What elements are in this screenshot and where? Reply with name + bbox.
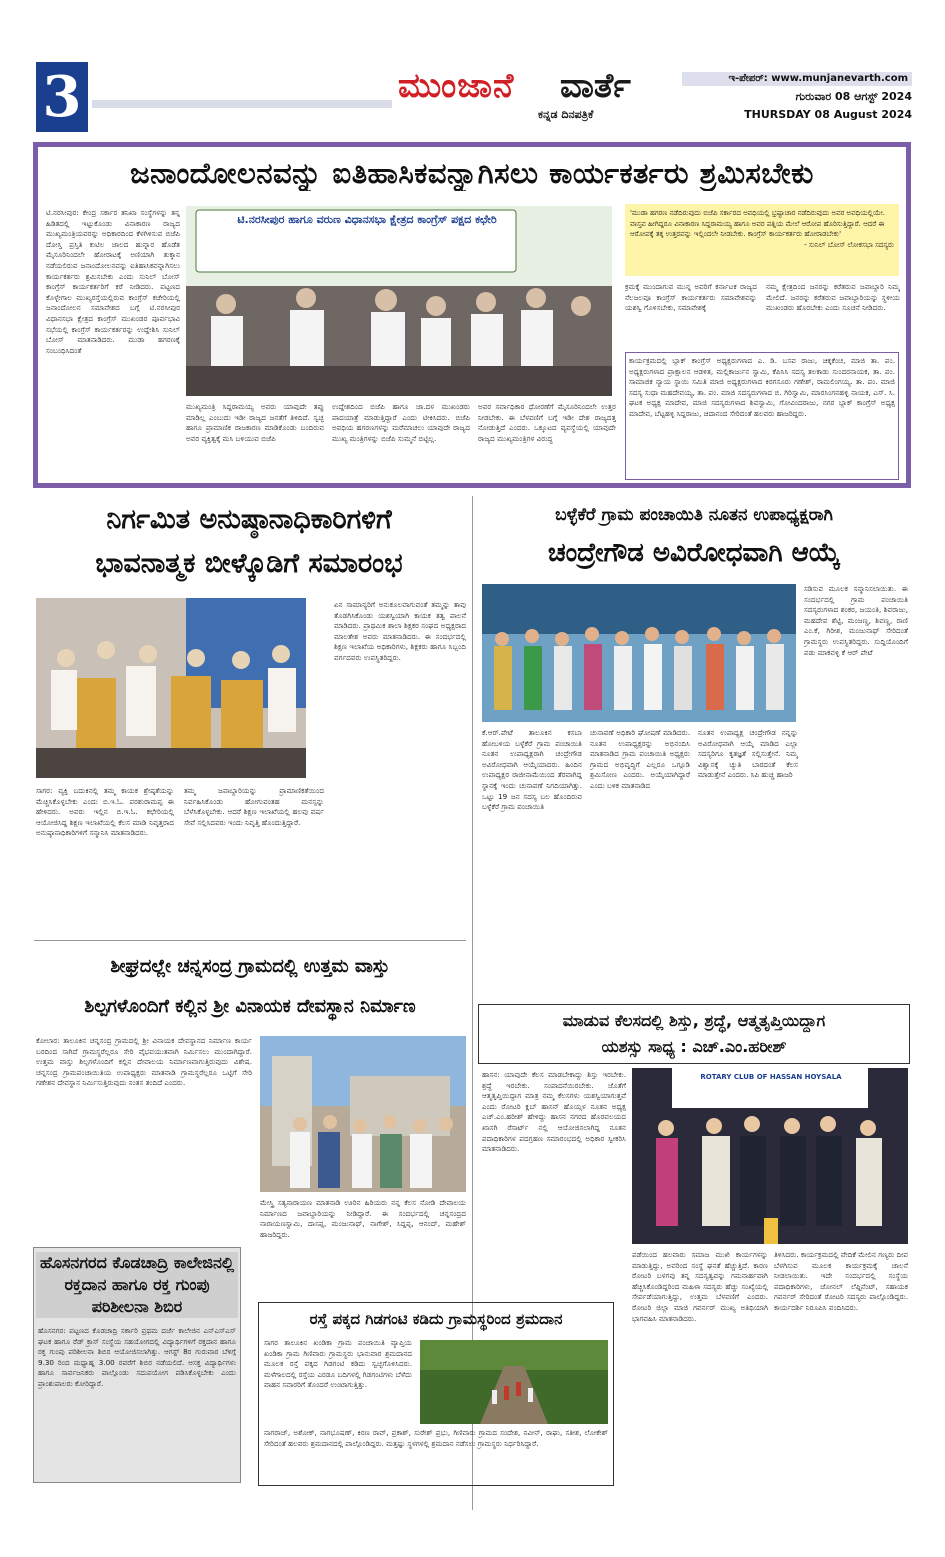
logo-word-varthe: ವಾರ್ತೆ (560, 66, 631, 106)
logo-word-munjane: ಮುಂಜಾನೆ (398, 66, 515, 106)
top-story-col2: ಮುಖ್ಯಮಂತ್ರಿ ಸಿದ್ದರಾಮಯ್ಯ ಅವರು ಯಾವುದೇ ತಪ್ಪು ಮಾಡಿಲ್ಲ ಎಂಬುದು ಇಡೀ ರಾಜ್ಯದ ಜನತೆಗೆ ತಿಳಿದಿದೆ. ಸ್ವಚ್ಛ ಹಾಗೂ ಪ್ರಾಮಾಣಿಕ ರಾಜಕಾರಣ ಮಾಡಿಕೊಂಡು ಬಂದಿರುವ ಅವರ ವ್ಯಕ್ತಿತ್ವಕ್ಕೆ ಮಸಿ ಬಳಿಯುವ ಬಿಜೆಪಿ (186, 402, 324, 443)
harish-photo[interactable] (632, 1068, 908, 1244)
harish-headline-line2[interactable]: ಯಶಸ್ಸು ಸಾಧ್ಯ : ಎಚ್.ಎಂ.ಹರೀಶ್ (601, 1037, 787, 1056)
temple-headline-line1[interactable]: ಶೀಘ್ರದಲ್ಲೇ ಚನ್ನಸಂದ್ರ ಗ್ರಾಮದಲ್ಲಿ ಉತ್ತಮ ವಾಸ್ತು (110, 956, 390, 977)
ballekere-headline-line1[interactable]: ಬಳ್ಳೆಕೆರೆ ಗ್ರಾಮ ಪಂಚಾಯಿತಿ ನೂತನ ಉಪಾಧ್ಯಕ್ಷರಾಗಿ (555, 505, 833, 525)
top-story-quote-attribution: - ಸುನಿಲ್ ಬೋಸ್ ಲೋಕಸಭಾ ಸದಸ್ಯರು (804, 240, 894, 249)
harish-col3: ತಿಳಿಸಿದರು. ಕಾರ್ಯಕ್ರಮದಲ್ಲಿ ವೇದಿಕೆ ಮೇಲಿನ ಗಣ್ಯರು ದೀಪ ಬೆಳಗಿಸುವ ಮೂಲಕ ಕಾರ್ಯಕ್ರಮಕ್ಕೆ ಚಾಲನೆ ನೀಡಲಾಯಿತು. ಇದೇ ಸಂದರ್ಭದಲ್ಲಿ ಸಂಸ್ಥೆಯ ಪದಾಧಿಕಾರಿಗಳು, ಜೋನಲ್ ಲೆಫ್ಟಿನೆಂಟ್, ಸಹಾಯಕ ಗವರ್ನರ್ ಸೇರಿದಂತೆ ರೋಟರಿ ಸದಸ್ಯರು ಪಾಲ್ಗೊಂಡಿದ್ದರು. ಕಾರ್ಯದರ್ಶಿ ನಿರೂಪಿಸಿ ವಂದಿಸಿದರು. (774, 1250, 908, 1312)
road-story-col2: ನಾಗರಾಜ್, ಅಶೋಕ್, ನಾಗಭೂಷಣ್, ಕಿರಣ ರಾವ್, ಪ್ರಕಾಶ್, ಸುರೇಶ್ ಪ್ರಭು, ಗಿಣಿವಾರು ಗ್ರಾಮದ ಸಂದೇಶ, ನವೀನ್, ರಾಘು, ಸತೀಶ, ಲೋಕೇಶ್ ಸೇರಿದಂತೆ ಹಲವರು ಶ್ರಮದಾನದಲ್ಲಿ ಪಾಲ್ಗೊಂಡಿದ್ದರು. ಮತ್ತಷ್ಟು ಸ್ಥಳಗಳಲ್ಲಿ ಶ್ರಮದಾನ ನಡೆಸಲು ಗ್ರಾಮಸ್ಥರು ನಿರ್ಧರಿಸಿದ್ದಾರೆ. (264, 1428, 608, 1448)
harish-col1: ಹಾಸನ: ಯಾವುದೇ ಕೆಲಸ ಮಾಡಬೇಕಾದ್ದು ಶಿಸ್ತು ಇರಬೇಕು. ಶ್ರದ್ಧೆ ಇರಬೇಕು. ಸಂಪಾದನೆಯಿರಬೇಕು. ಜೊತೆಗೆ ಆತ್ಮತೃಪ್ತಿಯಿದ್ದಾಗ ಮಾತ್ರ ನಮ್ಮ ಕೆಲಸಗಳು ಯಶಸ್ವಿಯಾಗುತ್ತವೆ ಎಂದು ರೋಟರಿ ಕ್ಲಬ್ ಹಾಸನ್ ಹೊಯ್ಸಳ ನೂತನ ಅಧ್ಯಕ್ಷ ಎಚ್.ಎಂ.ಹರೀಶ್ ಹೇಳಿದ್ದು ಹಾಸನ ನಗರದ ಹೊರವಲಯದ ಖಾಸಗಿ ರೆಸಾರ್ಟ್ ನಲ್ಲಿ ಆಯೋಜಿಸಲಾಗಿದ್ದ ನೂತನ ಪದಾಧಿಕಾರಿಗಳ ಪದಗ್ರಹಣ ಸಮಾರಂಭದಲ್ಲಿ ಅಧಿಕಾರ ಸ್ವೀಕರಿಸಿ ಮಾತನಾಡಿದರು. (482, 1070, 626, 1154)
top-story-col6: ನಮ್ಮ ಕ್ಷೇತ್ರದಿಂದ ಜನರನ್ನು ಕರೆತರುವ ಜವಾಬ್ದಾರಿ ನಿಮ್ಮ ಮೇಲಿದೆ. ಜನರನ್ನು ಕರೆತರುವ ಜವಾಬ್ದಾರಿಯನ್ನು ಸ್ಥಳೀಯ ಮುಖಂಡರು ಹೊರಬೇಕು ಎಂದು ಸೂಚನೆ ನೀಡಿದರು. (766, 282, 900, 313)
road-story-photo[interactable] (420, 1340, 608, 1424)
award-photo[interactable] (36, 598, 306, 778)
top-story-col1: ಟಿ.ನರಸೀಪುರ: ಕೇಂದ್ರ ಸರ್ಕಾರ ತನಿಖಾ ಸಂಸ್ಥೆಗಳನ್ನು ತನ್ನ ಹಿಡಿತದಲ್ಲಿ ಇಟ್ಟುಕೊಂಡು ವಿನಾಕಾರಣ ರಾಜ್ಯದ ಮುಖ್ಯಮಂತ್ರಿಯವರನ್ನು ಅಧಿಕಾರದಿಂದ ಕೆಳಗಿಳಿಸುವ ಬಿಜೆಪಿ ದೋಸ್ತಿ ಪ್ರಸ್ತಿತಿ ಕುಟಿಲ ಜಾಲದ ಹುನ್ನಾರ ಹೊಡೆತ ಮೈಸೂರಿನಿಂದಲೇ ಹೋರಾಟಕ್ಕೆ ಅಣಿಯಾಗಿ ತುಕ್ಕಾನ ನಡೆಯಲಿರುವ ಜನಾಂದೋಲನವನ್ನು ಐತಿಹಾಸಿಕವನ್ನಾಗಿಸಲು ಕಾರ್ಯಕರ್ತರು ಶ್ರಮಿಸಬೇಕು ಎಂದು ಸುನಿಲ್ ಬೋಸ್ ಕಾಂಗ್ರೆಸ್ ಕಾರ್ಯಕರ್ತರಿಗೆ ಕರೆ ನೀಡಿದರು. ಪಟ್ಟಣದ ಕೊಳ್ಳೇಗಾಲ ಮುಖ್ಯರಸ್ತೆಯಲ್ಲಿರುವ ಕಾಂಗ್ರೆಸ್ ಕಚೇರಿಯಲ್ಲಿ ಜನಾಂದೋಲನ ಸಮಾವೇಶದ ಬಗ್ಗೆ ಟಿ.ನರಸೀಪುರ ವಿಧಾನಸಭಾ ಕ್ಷೇತ್ರದ ಕಾಂಗ್ರೆಸ್ ಮುಖಂಡರ ಪೂರ್ವಭಾವಿ ಸಭೆಯಲ್ಲಿ ಕಾಂಗ್ರೆಸ್ ಕಾರ್ಯಕರ್ತರನ್ನು ಉದ್ದೇಶಿಸಿ ಸುನಿಲ್ ಬೋಸ್ ಮಾತನಾಡಿದರು. ಮುಡಾ ಹಗರಣಕ್ಕೆ ಸಂಬಂಧಿಸಿದಂತೆ (46, 208, 180, 355)
top-story-quote (625, 204, 899, 276)
award-headline-line2[interactable]: ಭಾವನಾತ್ಮಕ ಬೀಳ್ಕೊಡಿಗೆ ಸಮಾರಂಭ (95, 548, 403, 579)
ballekere-headline-line2[interactable]: ಚಂದ್ರೇಗೌಡ ಅವಿರೋಧವಾಗಿ ಆಯ್ಕೆ (547, 538, 841, 568)
epaper-url[interactable]: ಇ-ಪೇಪರ್: www.munjanevarth.com (682, 72, 912, 86)
harish-col2: ಪಡೆಯಿಂದ ಹಲವಾರು ಸಮಾಜ ಮುಖಿ ಕಾರ್ಯಗಳನ್ನು ಮಾಡುತ್ತಿದ್ದು, ಅವರಿಂದ ಸಂಸ್ಥೆ ಘನತೆ ಹೆಚ್ಚುತ್ತಿದೆ. ಕಾರಣ ರೋಟರಿ ಬಳಗವು ತನ್ನ ಸದಸ್ಯತ್ವವನ್ನು ಗಮನಾರ್ಹವಾಗಿ ಹೆಚ್ಚಿಸಿಕೊಂಡಿದ್ದರಿಂದ ಮಹಿಳಾ ಸದಸ್ಯರು ಹೆಚ್ಚು ಸಂಖ್ಯೆಯಲ್ಲಿ ಸೇರ್ಪಡೆಯಾಗುತ್ತಿದ್ದು, ಉತ್ತಮ ಬೆಳವಣಿಗೆ ಎಂದರು. ರೋಟರಿ ಜಿಲ್ಲಾ ಮಾಜಿ ಗವರ್ನರ್ ಮುಖ್ಯ ಅತಿಥಿಯಾಗಿ ಭಾಗವಹಿಸಿ ಮಾತನಾಡಿದರು. (632, 1250, 768, 1323)
ballekere-col4: ಸಡಿಸುವ ಮೂಲಕ ಸನ್ಮಾನಿಸಲಾಯಿತು. ಈ ಸಂದರ್ಭದಲ್ಲಿ ಗ್ರಾಮ ಪಂಚಾಯಿತಿ ಸದಸ್ಯರುಗಳಾದ ಶಂಕರ, ಜಯಂತಿ, ಶಿವರಾಜು, ಮಹದೇವ ಶೆಟ್ಟಿ, ಮಂಜಣ್ಣ, ಶಿವಣ್ಣ, ರಾಣಿ ಎಂ.ಕೆ, ಗಿರೀಶ, ಮಂಜುನಾಥ್ ಸೇರಿದಂತೆ ಗ್ರಾಮಸ್ಥರು ಉಪಸ್ಥಿತರಿದ್ದರು. ಸುದ್ದಿಯೊಂದಿಗೆ ಪಡು ಮಾಕವಳ್ಳಿ ಕೆ ಆರ್ ಪೇಟೆ (804, 584, 908, 657)
top-story-col3: ಉದ್ದೇಶದಿಂದ ಬಿಜೆಪಿ ಹಾಗೂ ಜಾ.ದಳ ಮುಖಂಡರು ಪಾದಯಾತ್ರೆ ಮಾಡುತ್ತಿದ್ದಾರೆ ಎಂದು ಟೀಕಿಸಿದರು. ಬಿಜೆಪಿ ಅವಧಿಯ ಹಗರಣಗಳನ್ನು ಮರೆಮಾಚಲು ಯಾವುದೇ ರಾಜ್ಯದ ಮುಖ್ಯ ಮಂತ್ರಿಗಳನ್ನು ಬಿಜೆಪಿ ಸುಮ್ಮನೆ ಬಿಟ್ಟಿಲ್ಲ. (332, 402, 470, 443)
top-story-info-text: ಕಾರ್ಯಕ್ರಮದಲ್ಲಿ ಬ್ಲಾಕ್ ಕಾಂಗ್ರೆಸ್ ಅಧ್ಯಕ್ಷರುಗಳಾದ ಎ. ಡಿ. ಬಸವ ರಾಜು, ಚಿಕ್ಕಕೆಂಚ, ಮಾಜಿ ತಾ. ಪಂ. ಅಧ್ಯಕ್ಷರುಗಳಾದ ಪ್ರಾಕ್ಷಾಲನ ಆಡಳಿತ, ಮಲ್ಲಿಕಾರ್ಜುನ ಸ್ವಾಮಿ, ಕೆಪಿಸಿಸಿ ಸದಸ್ಯ ತಲಕಾಡು ಸುಂದರನಾಯಕ, ತಾ. ಪಂ. ಸಾಮಾಜಿಕ ನ್ಯಾಯ ಸ್ಥಾಯಿ ಸಮಿತಿ ಮಾಜಿ ಅಧ್ಯಕ್ಷರುಗಳಾದ ಕಿರಗಸೂರು ಗಣೇಶ್, ರಾಮಲಿಂಗಯ್ಯ. ತಾ. ಪಂ. ಮಾಜಿ ಸದಸ್ಯ ಸುಧಾ ಮಹದೇವಯ್ಯ, ತಾ. ಪಂ. ಮಾಜಿ ಸದಸ್ಯರುಗಳಾದ ಬಿ. ಗಿರಿಸ್ವಾಮಿ, ಮಾರಸಿಂಗನಹಳ್ಳಿ ನಾಯಕ, ಎಸ್. ಸಿ. ಘಟಕ ಅಧ್ಯಕ್ಷ ಮಾದೇವ, ಮಾಜಿ ಸದಸ್ಯರುಗಳಾದ ಶಿವಸ್ವಾಮಿ, ಗೋವಿಂದರಾಜು, ನಗರ ಬ್ಲಾಕ್ ಕಾಂಗ್ರೆಸ್ ಅಧ್ಯಕ್ಷ ಮಾದೇವ, ಬೆಟ್ಟಹಳ್ಳಿ ಸಿದ್ದರಾಜು, ಚಿದಾನಂದ ಸೇರಿದಂತೆ ಹಲವರು ಹಾಜರಿದ್ದರು. (629, 356, 895, 418)
temple-caption: ಮೇಸ್ತ್ರಿ ಸತ್ಯನಾರಾಯಣ ಮಾತನಾಡಿ ಊರಿನ ಹಿರಿಯರು ನನ್ನ ಕೆಲಸ ನೋಡಿ ದೇವಾಲಯ ನಿರ್ಮಾಣದ ಜವಾಬ್ದಾರಿಯನ್ನು ನೀಡಿದ್ದಾರೆ. ಈ ಸಂದರ್ಭದಲ್ಲಿ ಚನ್ನಸಂದ್ರದ ನಾರಾಯಣಸ್ವಾಮಿ, ದಾಸಪ್ಪ, ಮಂಜುನಾಥ್, ನಾಗೇಶ್, ಸಿದ್ದಪ್ಪ, ಆನಂದ್, ಮಹೇಶ್ ಹಾಜರಿದ್ದರು. (260, 1198, 466, 1239)
temple-headline-line2[interactable]: ಶಿಲ್ಪಗಳೊಂದಿಗೆ ಕಲ್ಲಿನ ಶ್ರೀ ವಿನಾಯಕ ದೇವಸ್ಥಾನ ನಿರ್ಮಾಣ (84, 996, 416, 1017)
award-col2: ತಮ್ಮ ಜವಾಬ್ದಾರಿಯನ್ನು ಪ್ರಾಮಾಣಿಕತೆಯಿಂದ ನಿರ್ವಹಿಸಿಕೊಂಡು ಹೋಗುವಂತಹ ಮನಸ್ಸನ್ನು ಬೆಳೆಸಿಕೊಳ್ಳಬೇಕು. ಆದರೆ ಶಿಕ್ಷಣ ಇಲಾಖೆಯಲ್ಲಿ ಹಲವು ವರ್ಷ ಸೇವೆ ಸಲ್ಲಿಸಿದವರು ಇಂದು ನಿವೃತ್ತಿ ಹೊಂದುತ್ತಿದ್ದಾರೆ. (184, 786, 324, 827)
top-story-info-box (625, 352, 899, 480)
ballekere-col1: ಕೆ.ಆರ್.ಪೇಟೆ ತಾಲೂಕಿನ ಕಸಬಾ ಹೋಬಳಿಯ ಬಳ್ಳೆಕೆರೆ ಗ್ರಾಮ ಪಂಚಾಯಿತಿ ನೂತನ ಉಪಾಧ್ಯಕ್ಷರಾಗಿ ಚಂದ್ರೇಗೌಡ ಅವಿರೋಧವಾಗಿ ಆಯ್ಕೆಯಾದರು. ಹಿಂದಿನ ಉಪಾಧ್ಯಕ್ಷರ ರಾಜೀನಾಮೆಯಿಂದ ತೆರವಾಗಿದ್ದ ಸ್ಥಾನಕ್ಕೆ ಇಂದು ಚುನಾವಣೆ ನಿಗದಿಯಾಗಿತ್ತು. ಒಟ್ಟು 19 ಜನ ಸದಸ್ಯ ಬಲ ಹೊಂದಿರುವ ಬಳ್ಳೆಕೆರೆ ಗ್ರಾಮ ಪಂಚಾಯಿತಿ (482, 728, 582, 812)
section-rule (34, 940, 466, 941)
ballekere-col2: ಚುನಾವಣೆ ಅಧಿಕಾರಿ ಘೋಷಣೆ ಮಾಡಿದರು. ನೂತನ ಉಪಾಧ್ಯಕ್ಷರನ್ನು ಅಭಿನಂದಿಸಿ ಮಾತನಾಡಿದ ಗ್ರಾಮ ಪಂಚಾಯಿತಿ ಅಧ್ಯಕ್ಷರು ಗ್ರಾಮದ ಅಭಿವೃದ್ಧಿಗೆ ಎಲ್ಲರೂ ಒಗ್ಗೂಡಿ ಶ್ರಮಿಸೋಣ ಎಂದರು. ಅಯ್ಕೆಯಾಗಿದ್ದಾರೆ ಎಂದು ಬಳಿಕ ಮಾತನಾಡಿದ (590, 728, 690, 790)
date-english: THURSDAY 08 August 2024 (744, 108, 912, 121)
award-headline-line1[interactable]: ನಿರ್ಗಮಿತ ಅನುಷ್ಠಾನಾಧಿಕಾರಿಗಳಿಗೆ (106, 504, 392, 535)
page-number: 3 (36, 62, 88, 132)
masthead-rule-left (92, 100, 392, 108)
temple-col1: ಕೋಲಾರ: ತಾಲೂಕಿನ ಚನ್ನಸಂದ್ರ ಗ್ರಾಮದಲ್ಲಿ ಶ್ರೀ ವಿನಾಯಕ ದೇವಸ್ಥಾನದ ನಿರ್ಮಾಣ ಕಾರ್ಯ ಬರದಿಂದ ಸಾಗಿದೆ ಗ್ರಾಮಸ್ಥರೆಲ್ಲರೂ ಸೇರಿ ವೈಭವಯುತವಾಗಿ ನಿರ್ಮಿಸಲು ಮುಂದಾಗಿದ್ದಾರೆ. ಉತ್ತಮ ವಾಸ್ತು ಶಿಲ್ಪಗಳೊಂದಿಗೆ ಕಲ್ಲಿನ ದೇವಾಲಯ ನಿರ್ಮಾಣವಾಗುತ್ತಿರುವುದು ವಿಶೇಷ. ಚನ್ನಸಂದ್ರ ಗ್ರಾಮಪಂಚಾಯಿತಿಯ ಉಪಾಧ್ಯಕ್ಷರು ಮಾತನಾಡಿ ಗ್ರಾಮಸ್ಥರೆಲ್ಲರೂ ಒಟ್ಟಿಗೆ ಸೇರಿ ಗಣೇಶನ ದೇವಸ್ಥಾನ ನಿರ್ಮಿಸುತ್ತಿರುವುದು ಸಂತಸ ತಂದಿದೆ ಎಂದರು. (36, 1036, 252, 1088)
logo-tagline: ಕನ್ನಡ ದಿನಪತ್ರಿಕೆ (538, 108, 594, 121)
blood-camp-body: ಹೊಸನಗರ: ಪಟ್ಟಣದ ಕೊಡಚಾದ್ರಿ ಸರ್ಕಾರಿ ಪ್ರಥಮ ದರ್ಜೆ ಕಾಲೇಜಿನ ಎನ್ಎಸ್ಎಸ್ ಘಟಕ ಹಾಗೂ ರೆಡ್ ಕ್ರಾಸ್ ಸಂಸ್ಥೆಯ ಸಹಯೋಗದಲ್ಲಿ ವಿದ್ಯಾರ್ಥಿಗಳಿಗೆ ರಕ್ತದಾನ ಹಾಗೂ ರಕ್ತ ಗುಂಪು ಪರಿಶೀಲನಾ ಶಿಬಿರ ಆಯೋಜಿಸಲಾಗಿತ್ತು. ಆಗಸ್ಟ್ 8ರ ಗುರುವಾರ ಬೆಳಿಗ್ಗೆ 9.30 ರಿಂದ ಮಧ್ಯಾಹ್ನ 3.00 ರವರೆಗೆ ಶಿಬಿರ ನಡೆಯಲಿದೆ. ಆಸಕ್ತ ವಿದ್ಯಾರ್ಥಿಗಳು ಹಾಗೂ ಸಾರ್ವಜನಿಕರು ಪಾಲ್ಗೊಂಡು ಸದುಪಯೋಗ ಪಡಿಸಿಕೊಳ್ಳಬೇಕು ಎಂದು ಪ್ರಾಂಶುಪಾಲರು ಕೋರಿದ್ದಾರೆ. (38, 1326, 236, 1388)
road-story-headline[interactable]: ರಸ್ತೆ ಪಕ್ಕದ ಗಿಡಗಂಟಿ ಕಡಿದು ಗ್ರಾಮಸ್ಥರಿಂದ ಶ್ರಮದಾನ (309, 1310, 563, 1328)
top-story-headline[interactable]: ಜನಾಂದೋಲನವನ್ನು ಐತಿಹಾಸಿಕವನ್ನಾಗಿಸಲು ಕಾರ್ಯಕರ್ತರು ಶ್ರಮಿಸಬೇಕು (130, 156, 814, 190)
road-story-col1: ಸಾಗರ ತಾಲೂಕಿನ ಖಂಡಿಕಾ ಗ್ರಾಮ ಪಂಚಾಯಿತಿ ವ್ಯಾಪ್ತಿಯ ಖಂಡಿಕಾ ಗ್ರಾಮ ಗಿಣಿವಾರು ಗ್ರಾಮಸ್ಥರು ಭಾನುವಾರ ಶ್ರಮದಾನದ ಮೂಲಕ ರಸ್ತೆ ಪಕ್ಕದ ಗಿಡಗಂಟಿ ಕಡಿದು ಸ್ವಚ್ಛಗೊಳಿಸಿದರು. ಮಳೆಗಾಲದಲ್ಲಿ ರಸ್ತೆಯ ಎರಡೂ ಬದಿಗಳಲ್ಲಿ ಗಿಡಗಂಟಿಗಳು ಬೆಳೆದು ವಾಹನ ಸವಾರರಿಗೆ ತೊಂದರೆ ಉಂಟಾಗುತ್ತಿತ್ತು. (264, 1338, 412, 1390)
ballekere-photo[interactable] (482, 584, 796, 722)
temple-photo[interactable] (260, 1036, 466, 1192)
top-story-photo[interactable] (186, 206, 612, 396)
top-story-col5: ಕ್ರಮಕ್ಕೆ ಮುಂದಾಗುವ ಮುನ್ನ ಅವರಿಗೆ ಕರ್ನಾಟಕ ರಾಜ್ಯದ ನೆಲಜಲವೂ ಕಾಂಗ್ರೆಸ್ ಕಾರ್ಯಕರ್ತರು ಸಮಾವೇಶವನ್ನು ಯಶಸ್ವಿ ಗೊಳಿಸಬೇಕು, ಸಮಾವೇಶಕ್ಕೆ (625, 282, 757, 313)
top-story-col4: ಅವರ ಸರ್ವಾಧಿಕಾರ ಧೋರಣೆಗೆ ಮೈಸೂರಿನಿಂದಲೇ ಉತ್ತರ ನೀಡಬೇಕು. ಈ ಬೆಳವಣಿಗೆ ಬಗ್ಗೆ ಇಡೀ ದೇಶ ರಾಜ್ಯದತ್ತ ನೋಡುತ್ತಿದೆ ಎಂದರು. ಒಕ್ಕೂಟದ ವ್ಯವಸ್ಥೆಯಲ್ಲಿ ಯಾವುದೇ ರಾಜ್ಯದ ಮುಖ್ಯಮಂತ್ರಿಗಳ ವಿರುದ್ಧ (478, 402, 616, 443)
top-story-quote-text: 'ಮುಡಾ ಹಗರಣ ನಡೆದಿರುವುದು ಬಿಜೆಪಿ ಸರ್ಕಾರದ ಅವಧಿಯಲ್ಲಿ ಭ್ರಷ್ಟಾಚಾರ ನಡೆದಿರುವುದು ಅವರ ಅವಧಿಯಲ್ಲಿಯೇ. ವಾಸ್ತವ ಹೀಗಿದ್ದರೂ ವಿನಾಕಾರಣ ಸಿದ್ದರಾಮಯ್ಯ ಹಾಗೂ ಅವರ ಪತ್ನಿಯ ಮೇಲೆ ಆರೋಪ ಹೊರಿಸುತ್ತಿದ್ದಾರೆ. ಆದರೆ ಈ ಆರೋಪಕ್ಕೆ ತಕ್ಕ ಉತ್ತರವನ್ನು ಇಲ್ಲಿಂದಲೇ ನೀಡಬೇಕು. ಕಾಂಗ್ರೆಸ್ ಕಾರ್ಯಕರ್ತರು ಹೋರಾಡಬೇಕು' (630, 209, 885, 238)
award-col1: ಸಾಗರ: ವ್ಯಕ್ತಿ ಬದುಕಿನಲ್ಲಿ ತಮ್ಮ ಕಾಯಕ ಶ್ರೇಷ್ಠತೆಯನ್ನು ಮೆಚ್ಚಿಸಿಕೊಳ್ಳಬೇಕು ಎಂದು ಬಿ.ಇ.ಓ. ಪರಶುರಾಮಪ್ಪ ಈ ಹೇಳಿದರು. ಅವರು ಇಲ್ಲಿನ ಬಿ.ಇ.ಓ. ಕಛೇರಿಯಲ್ಲಿ ಆಯೋಜಿಸಿದ್ದ ಶಿಕ್ಷಣ ಇಲಾಖೆಯಲ್ಲಿ ಕೆಲಸ ಮಾಡಿ ನಿವೃತ್ತರಾದ ಅನುಷ್ಠಾನಾಧಿಕಾರಿಗಳಿಗೆ ಸನ್ಮಾನಿಸಿ ಮಾತನಾಡಿದರು. (36, 786, 174, 838)
ballekere-col3: ನೂತನ ಉಪಾಧ್ಯಕ್ಷ ಚಂದ್ರೇಗೌಡ ನನ್ನನ್ನು ಅವಿರೋಧವಾಗಿ ಆಯ್ಕೆ ಮಾಡಿದ ಎಲ್ಲಾ ಸದಸ್ಯರಿಗೂ ಕೃತಜ್ಞತೆ ಸಲ್ಲಿಸುತ್ತೇನೆ. ನಿಮ್ಮ ವಿಶ್ವಾಸಕ್ಕೆ ಚ್ಯುತಿ ಬಾರದಂತೆ ಕೆಲಸ ಮಾಡುತ್ತೇನೆ ಎಂದರು. ಸಿಪಿ ಹುಚ್ಚ ಹಾಜರಿ (698, 728, 798, 780)
top-story-photo-banner: ಟಿ.ನರಸೀಪುರ ಹಾಗೂ ವರುಣ ವಿಧಾನಸಭಾ ಕ್ಷೇತ್ರದ ಕಾಂಗ್ರೆಸ್ ಪಕ್ಷದ ಕಛೇರಿ (237, 213, 497, 226)
blood-camp-headline[interactable]: ಹೊಸನಗರದ ಕೊಡಚಾದ್ರಿ ಕಾಲೇಜಿನಲ್ಲಿ ರಕ್ತದಾನ ಹಾಗೂ ರಕ್ತ ಗುಂಪು ಪರಿಶೀಲನಾ ಶಿಬಿರ (36, 1252, 238, 1318)
date-kannada: ಗುರುವಾರ 08 ಆಗಸ್ಟ್ 2024 (795, 90, 912, 103)
harish-headline-line1[interactable]: ಮಾಡುವ ಕೆಲಸದಲ್ಲಿ ಶಿಸ್ತು, ಶ್ರದ್ಧೆ, ಆತ್ಮತೃಪ್ತಿಯಿದ್ದಾಗ (562, 1011, 826, 1030)
award-col3: ಏನ ಸಾಮಾನ್ಯರಿಗೆ ಅನುಕೂಲವಾಗುವಂತೆ ತಮ್ಮನ್ನು ತಾವು ತೊಡಗಿಸಿಕೊಂಡು ಯಶಸ್ವಿಯಾಗಿ ಕಾಯಕ ತತ್ವ ಪಾಲನೆ ಮಾಡಿದರು. ಪ್ರಾಥಮಿಕ ಶಾಲಾ ಶಿಕ್ಷಕರ ಸಂಘದ ಅಧ್ಯಕ್ಷರಾದ ಮಾಲತೇಶ ಅವರು ಮಾತನಾಡಿದರು. ಈ ಸಂದರ್ಭದಲ್ಲಿ ಶಿಕ್ಷಣ ಇಲಾಖೆಯ ಅಧಿಕಾರಿಗಳು, ಶಿಕ್ಷಕರು ಹಾಗೂ ಸಿಬ್ಬಂದಿ ವರ್ಗದವರು ಉಪಸ್ಥಿತರಿದ್ದರು. (334, 600, 466, 662)
harish-photo-banner: ROTARY CLUB OF HASSAN HOYSALA (700, 1073, 842, 1081)
